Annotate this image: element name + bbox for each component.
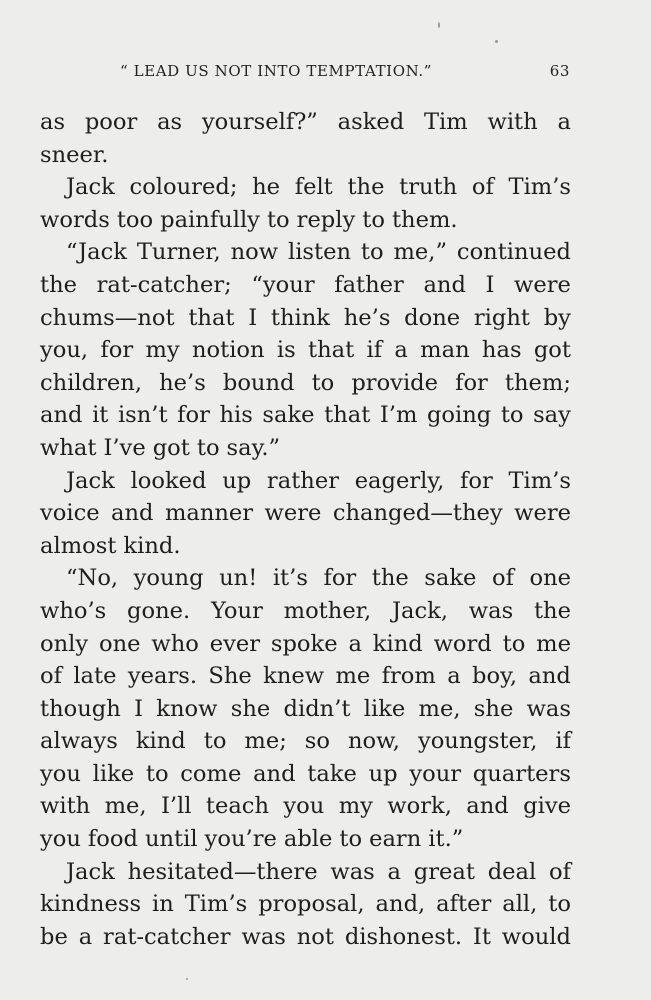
text-line: chums—not that I think he’s done right by: [40, 304, 571, 331]
text-line: with me, I’ll teach you my work, and give: [40, 793, 571, 820]
paper-speck: [495, 40, 498, 43]
text-line: children, he’s bound to provide for them;: [40, 369, 571, 396]
text-line: be a rat-catcher was not dishonest. It would: [40, 923, 571, 950]
text-line: sneer.: [40, 141, 109, 168]
paper-speck: [186, 978, 188, 980]
text-line: who’s gone. Your mother, Jack, was the: [40, 597, 571, 624]
text-line: Jack coloured; he felt the truth of Tim’s: [66, 174, 571, 201]
text-line: you like to come and take up your quarters: [40, 760, 571, 787]
body-text: [40, 106, 571, 953]
text-line: you, for my notion is that if a man has got: [40, 337, 571, 364]
running-head-title: “ LEAD US NOT INTO TEMPTATION.”: [120, 62, 433, 80]
text-line: the rat-catcher; “your father and I were: [40, 271, 571, 298]
text-line: “Jack Turner, now listen to me,” continued: [66, 239, 571, 266]
text-line: “No, young un! it’s for the sake of one: [66, 565, 571, 592]
text-line: only one who ever spoke a kind word to me: [40, 630, 571, 657]
paper-speck: [438, 22, 440, 28]
text-line: voice and manner were changed—they were: [40, 500, 571, 527]
text-line: as poor as yourself?” asked Tim with a: [40, 109, 571, 135]
text-line: always kind to me; so now, youngster, if: [40, 728, 571, 755]
text-line: what I’ve got to say.”: [40, 434, 281, 461]
text-line: words too painfully to reply to them.: [40, 206, 458, 233]
page-number: 63: [549, 62, 570, 80]
text-line: you food until you’re able to earn it.”: [40, 826, 464, 853]
text-line: kindness in Tim’s proposal, and, after all, to: [40, 891, 571, 918]
text-line: Jack looked up rather eagerly, for Tim’s: [66, 467, 571, 494]
text-line: of late years. She knew me from a boy, and: [40, 663, 571, 690]
text-line: Jack hesitated—there was a great deal of: [66, 858, 571, 885]
text-line: though I know she didn’t like me, she was: [40, 695, 571, 722]
text-line: and it isn’t for his sake that I’m going to say: [40, 402, 571, 429]
text-line: almost kind.: [40, 532, 181, 559]
